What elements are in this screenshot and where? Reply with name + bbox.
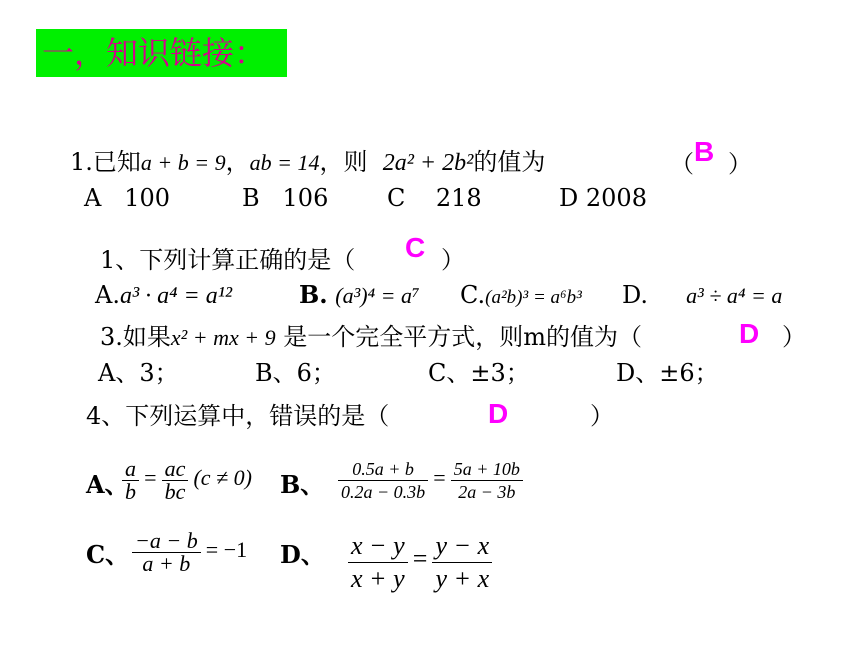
q1-option-c: C 218: [387, 184, 482, 212]
q1-cond2: ab = 14: [249, 150, 320, 175]
q2-paren-close: ）: [441, 246, 465, 274]
q4-answer: D: [488, 398, 509, 429]
q3-option-a: A、3；: [98, 359, 179, 387]
q4-option-a: $\frac{a}{b}$ = $\frac{ac}{bc}$ (c ≠ 0): [122, 458, 252, 503]
q4-option-a-label: A、: [86, 470, 129, 499]
fraction: $\frac{y - x}{y + x}$: [432, 530, 492, 595]
q2-prompt: 1、下列计算正确的是（: [100, 246, 356, 274]
q4-option-b-label: B、: [280, 470, 325, 499]
q3-paren-close: ）: [782, 323, 806, 351]
q4-option-d: $\frac{x - y}{x + y}$ = $\frac{y - x}{y + x}$: [348, 530, 492, 595]
q2-option-d: D. a³ ÷ a⁴ = a: [622, 281, 783, 309]
q1-expr: 2a² + 2b²: [382, 150, 474, 176]
q4-prompt: 4、下列运算中，错误的是（: [86, 402, 390, 430]
q4-option-c-label: C、: [86, 540, 130, 569]
section-title: 一，知识链接：: [36, 29, 287, 77]
q2-option-a: A.a³ · a⁴ = a¹²: [95, 281, 233, 309]
q1-sep: ，: [225, 148, 250, 176]
q1-option-d: D 2008: [559, 184, 647, 212]
fraction: $\frac{5a + 10b}{2a - 3b}$: [451, 458, 523, 503]
q1-stem: [70, 147, 545, 178]
q3-answer: D: [739, 318, 760, 349]
q4-paren-close: ）: [590, 402, 614, 430]
q2-option-c: C.(a²b)³ = a⁶b³: [460, 281, 582, 309]
q3-expr: x² + mx + 9: [170, 325, 276, 350]
q1-option-b: B 106: [242, 184, 329, 212]
q1-suffix: 的值为: [473, 148, 546, 176]
q3-option-b: B、6；: [255, 359, 336, 387]
fraction: $\frac{-a - b}{a + b}$: [132, 530, 201, 575]
q2-option-b: B. (a³)⁴ = a⁷: [299, 280, 420, 309]
q1-answer: B: [694, 136, 715, 167]
q4-option-d-label: D、: [280, 540, 325, 569]
q4-option-b: $\frac{0.5a + b}{0.2a - 0.3b}$ = $\frac{5a + 10b}{2a - 3b}$: [338, 458, 523, 503]
q1-then: ，则: [319, 148, 368, 176]
q2-answer: C: [405, 232, 426, 263]
q3-option-d: D、±6；: [616, 359, 719, 387]
q1-prefix: 1.已知: [70, 148, 141, 176]
fraction: $\frac{x - y}{x + y}$: [348, 530, 408, 595]
q1-paren-close: ）: [728, 150, 752, 178]
fraction: $\frac{a}{b}$: [122, 458, 139, 503]
q3-option-c: C、±3；: [428, 359, 530, 387]
q1-cond1: a + b = 9: [140, 150, 226, 175]
q1-option-a: A 100: [84, 184, 171, 212]
q4-option-c: $\frac{-a - b}{a + b}$ = −1: [132, 530, 247, 575]
q1-paren-open: （: [670, 150, 694, 178]
fraction: $\frac{ac}{bc}$: [162, 458, 189, 503]
q3-stem: 3.如果x² + mx + 9 是一个完全平方式，则m的值为（: [100, 323, 643, 351]
fraction: $\frac{0.5a + b}{0.2a - 0.3b}$: [338, 458, 428, 503]
